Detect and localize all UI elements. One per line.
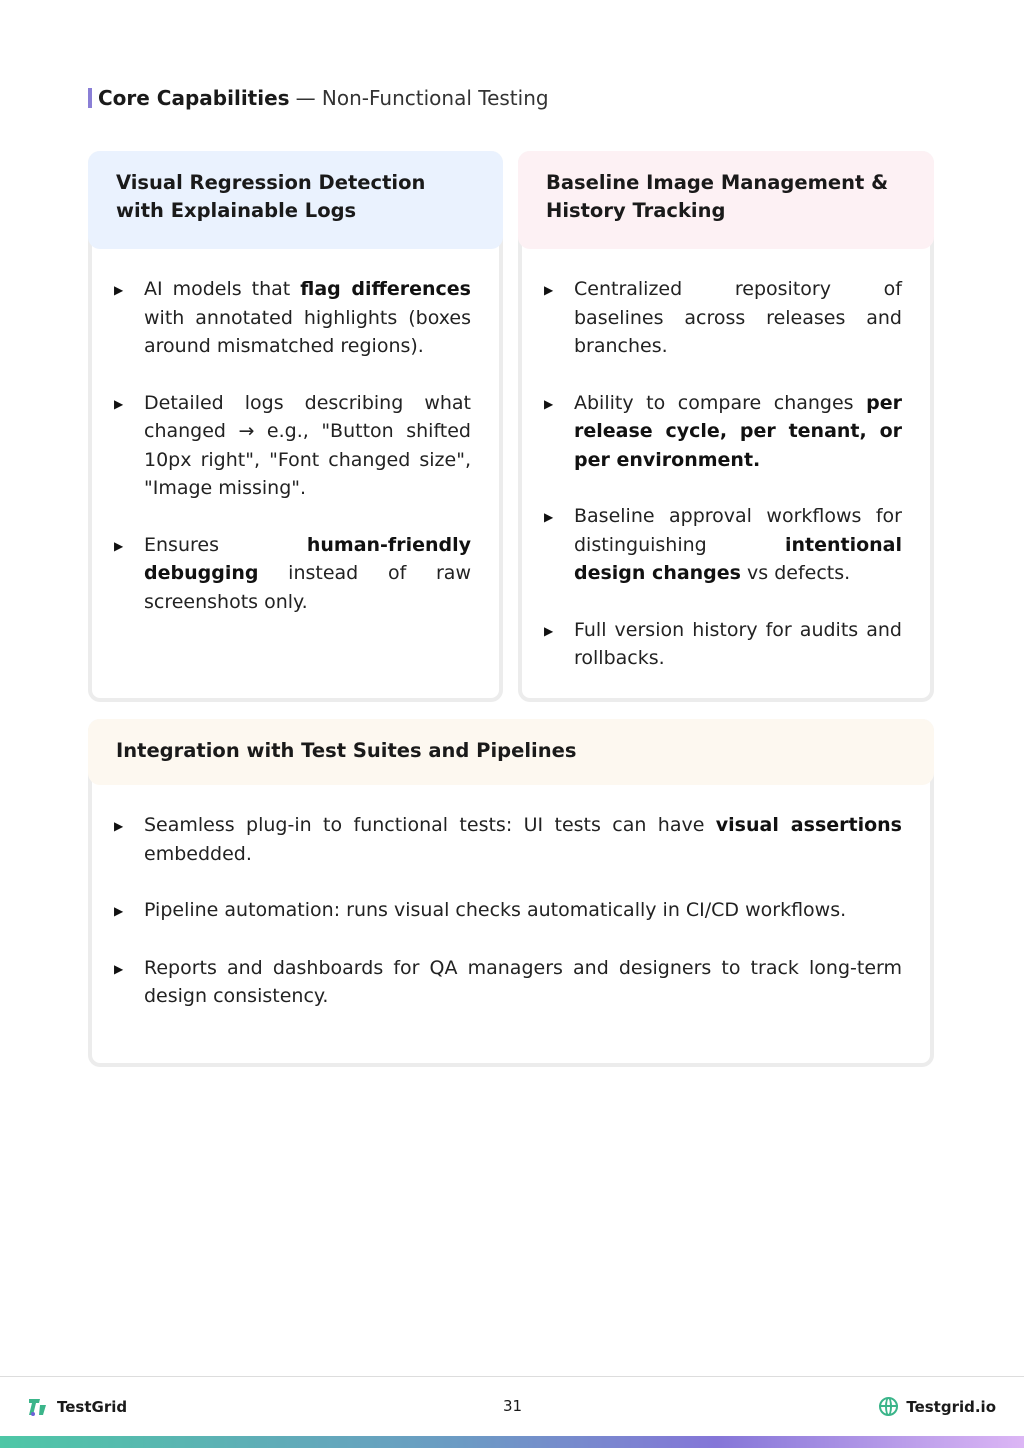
- footer: [0, 1376, 1024, 1448]
- page-number: 31: [503, 1397, 523, 1415]
- bullet-icon: ▶: [114, 904, 124, 918]
- bullet-text: Centralized repository of baselines across releases and branches.: [574, 278, 902, 357]
- card-title: Baseline Image Management & History Tracking: [518, 151, 934, 249]
- bullet-list: [522, 249, 930, 673]
- bullet-text: Seamless plug-in to functional tests: UI tests can have visual assertions embedded.: [144, 814, 902, 865]
- brand-name: TestGrid: [57, 1398, 128, 1416]
- bullet-icon: ▶: [114, 283, 124, 297]
- list-item: [544, 275, 902, 361]
- list-item: [114, 531, 471, 617]
- testgrid-logo-icon: [28, 1397, 48, 1417]
- bullet-icon: ▶: [544, 396, 554, 411]
- bullet-icon: ▶: [544, 623, 554, 638]
- globe-icon: [879, 1397, 898, 1416]
- heading-title: Core Capabilities: [98, 86, 290, 110]
- card-baseline-management: [518, 151, 934, 702]
- card-title: Visual Regression Detection with Explainable Logs: [88, 151, 503, 249]
- bullet-icon: ▶: [114, 961, 124, 976]
- bullet-icon: ▶: [114, 538, 124, 553]
- card-visual-regression: [88, 151, 503, 702]
- list-item: [544, 389, 902, 475]
- card-title: Integration with Test Suites and Pipelines: [88, 719, 934, 785]
- bullet-text: Full version history for audits and rollbacks.: [574, 618, 902, 669]
- list-item: [544, 616, 902, 673]
- bullet-icon: ▶: [544, 510, 554, 524]
- bullet-text: Ability to compare changes per release cycle, per tenant, or per environment.: [574, 391, 902, 471]
- bullet-icon: ▶: [114, 396, 124, 411]
- list-item: [114, 389, 471, 503]
- gradient-bar: [0, 1436, 1024, 1448]
- bullet-text: Reports and dashboards for QA managers and designers to track long-term design consistency.: [144, 956, 902, 1007]
- bullet-list: [92, 785, 930, 1011]
- card-integration: [88, 719, 934, 1067]
- list-item: [544, 502, 902, 588]
- website-link[interactable]: [879, 1397, 996, 1416]
- bullet-icon: ▶: [544, 283, 554, 297]
- website-label: Testgrid.io: [906, 1397, 996, 1416]
- bullet-text: Ensures human-friendly debugging instead of raw screenshots only.: [144, 533, 471, 613]
- bullet-text: Baseline approval workflows for distinguishing intentional design changes vs defects.: [574, 505, 902, 584]
- bullet-text: Pipeline automation: runs visual checks automatically in CI/CD workflows.: [144, 899, 847, 921]
- bullet-icon: ▶: [114, 819, 124, 833]
- bullet-text: AI models that flag differences with annotated highlights (boxes around mismatched regions).: [144, 278, 471, 357]
- list-item: [114, 275, 471, 361]
- list-item: [114, 896, 902, 926]
- bullet-text: Detailed logs describing what changed → e.g., "Button shifted 10px right", "Font changed size", "Image missing".: [144, 391, 471, 499]
- bullet-list: [92, 249, 499, 616]
- heading-subtitle: — Non-Functional Testing: [295, 86, 549, 110]
- accent-bar: [88, 88, 92, 108]
- list-item: [114, 811, 902, 868]
- testgrid-logo: [28, 1397, 127, 1417]
- list-item: [114, 954, 902, 1011]
- section-heading: [88, 86, 549, 110]
